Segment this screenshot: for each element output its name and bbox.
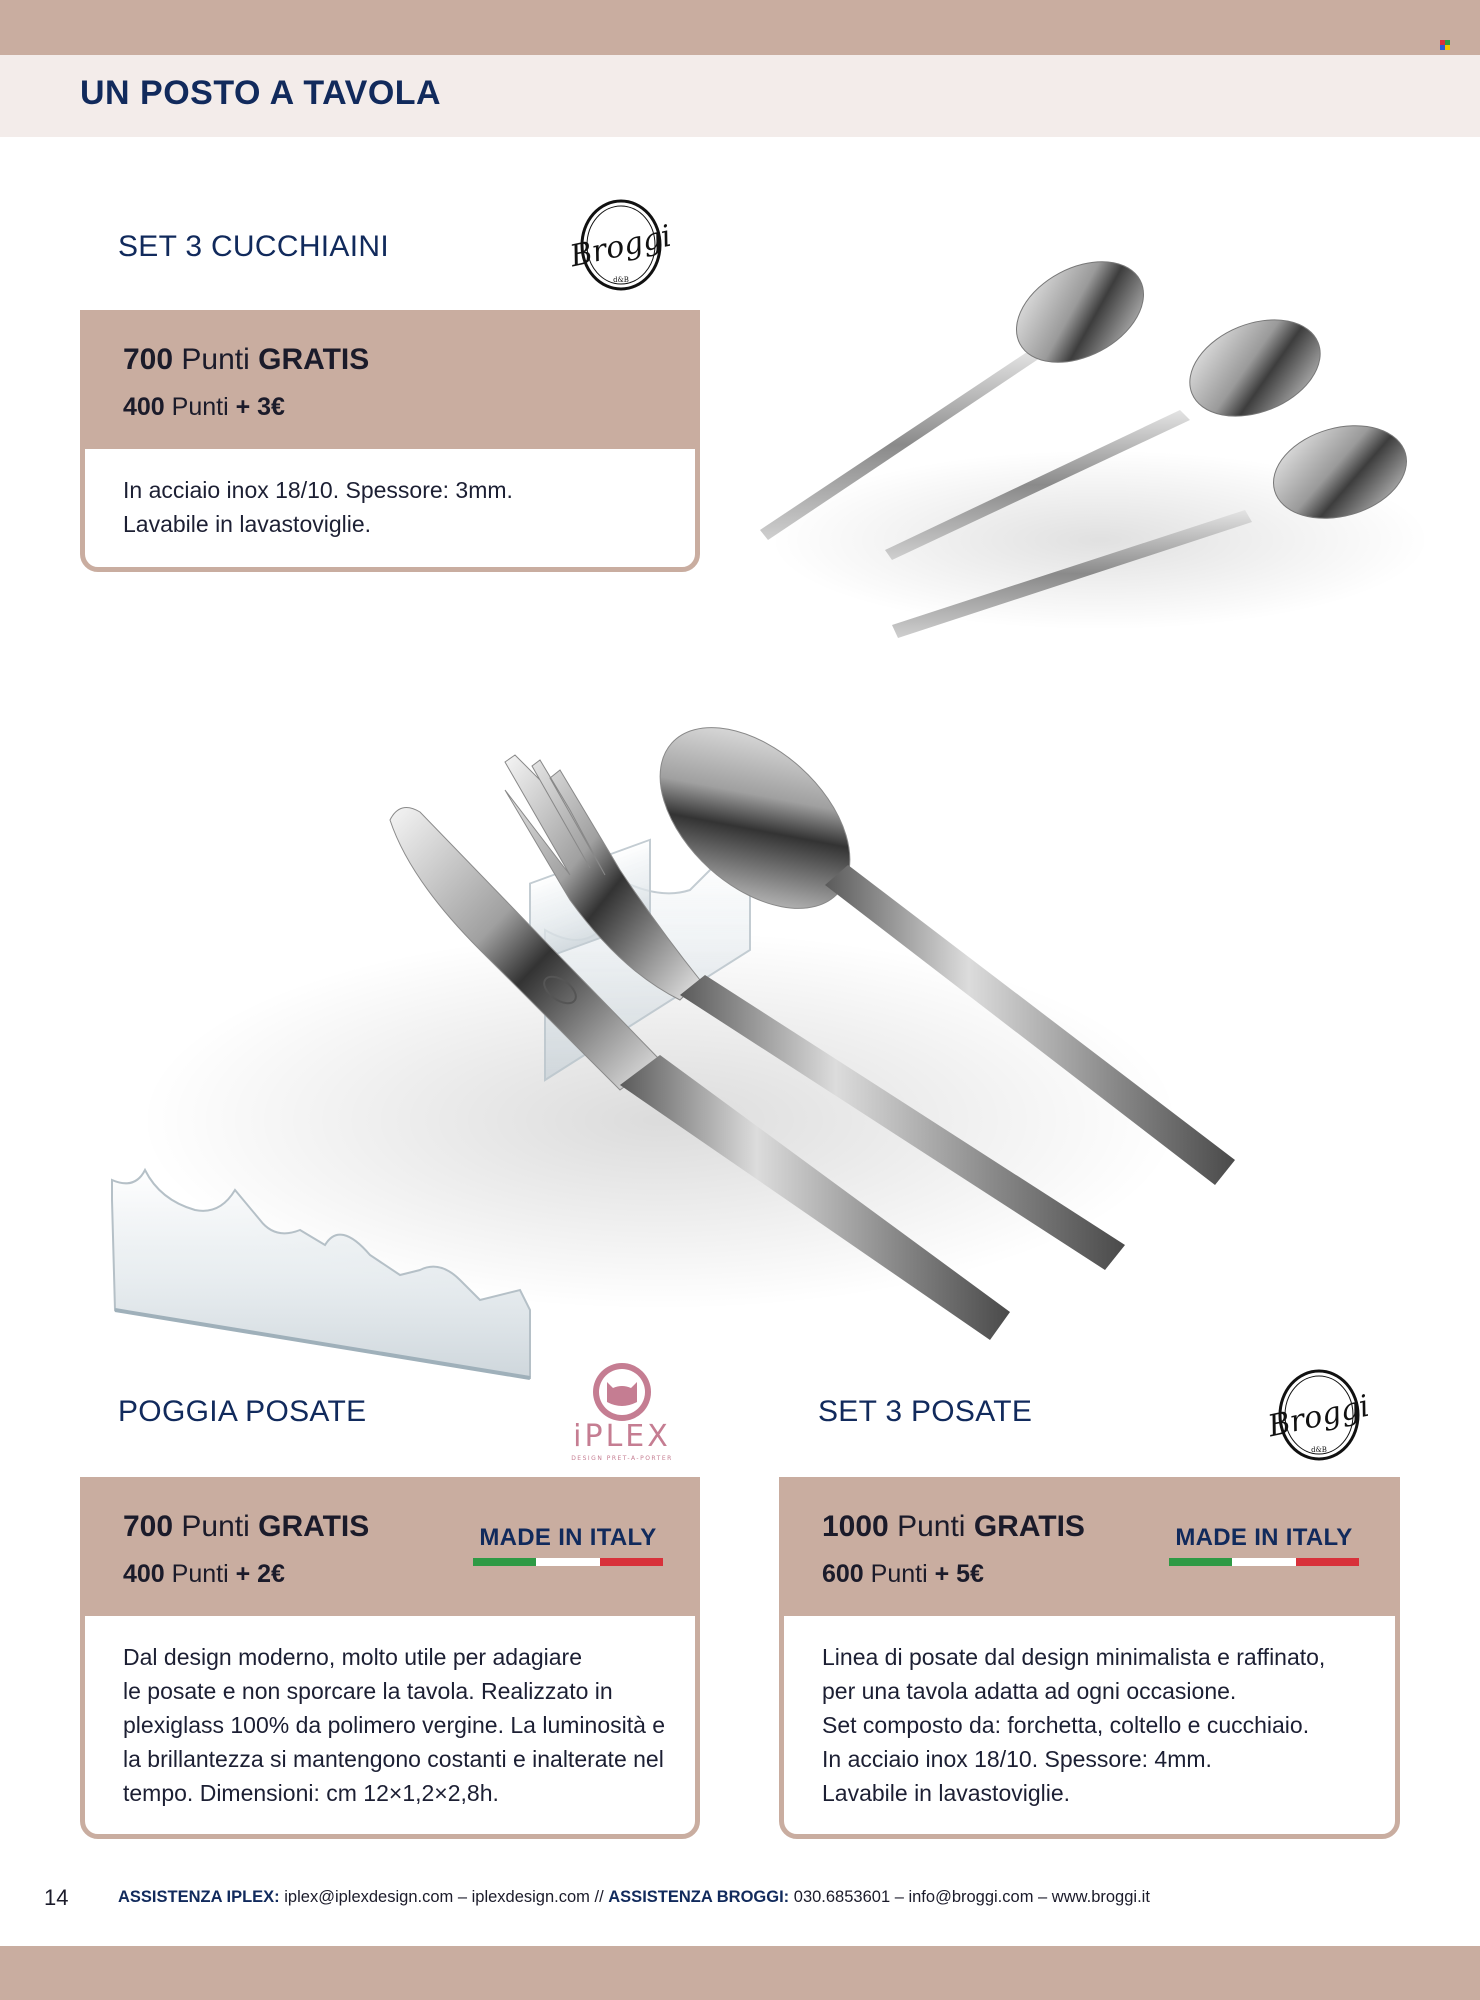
svg-text:Broggi: Broggi — [1264, 1388, 1373, 1445]
price-main: 700 Punti GRATIS — [123, 343, 370, 376]
iplex-contact-link[interactable]: iplex@iplexdesign.com – iplexdesign.com // — [284, 1888, 604, 1906]
svg-text:DESIGN PRET-A-PORTER: DESIGN PRET-A-PORTER — [571, 1455, 673, 1462]
broggi-contact-link[interactable]: 030.6853601 – info@broggi.com – www.broggi.it — [793, 1888, 1150, 1906]
made-in-italy-badge: MADE IN ITALY — [1169, 1524, 1359, 1570]
made-in-italy-badge: MADE IN ITALY — [473, 1524, 663, 1570]
page-number: 14 — [44, 1885, 69, 1910]
footer-contacts: ASSISTENZA IPLEX: iplex@iplexdesign.com – iplexdesign.com // ASSISTENZA BROGGI: 030.6853601 – info@broggi.com – www.broggi.it — [118, 1888, 1150, 1906]
svg-text:d&B: d&B — [1311, 1446, 1327, 1454]
broggi-logo — [1264, 1368, 1373, 1464]
price-sub: 600 Punti + 5€ — [822, 1560, 984, 1588]
page-title: UN POSTO A TAVOLA — [80, 74, 442, 112]
italy-flag-icon — [473, 1558, 663, 1566]
price-sub: 400 Punti + 2€ — [123, 1560, 285, 1588]
iplex-logo — [560, 1360, 685, 1465]
price-main: 700 Punti GRATIS — [123, 1510, 370, 1543]
price-main: 1000 Punti GRATIS — [822, 1510, 1085, 1543]
teaspoons-image — [740, 240, 1440, 660]
broggi-logo — [566, 198, 675, 294]
svg-text:iPLEX: iPLEX — [573, 1419, 671, 1454]
svg-text:Broggi: Broggi — [566, 218, 675, 275]
product-title-posate: SET 3 POSATE — [818, 1395, 1033, 1428]
product-card-poggia — [80, 1477, 700, 1839]
price-header — [784, 1482, 1395, 1616]
product-description: Linea di posate dal design minimalista e raffinato, per una tavola adatta ad ogni occasione. Set composto da: forchetta, coltello e cucchiaio. In acciaio inox 18/10. Spessore: 4mm. Lavabile in lavastoviglie. — [822, 1644, 1326, 1806]
product-title-poggia: POGGIA POSATE — [118, 1395, 367, 1428]
corner-color-mark — [1440, 40, 1450, 50]
price-sub: 400 Punti + 3€ — [123, 393, 285, 421]
cutlery-set-image — [100, 700, 1260, 1380]
product-description: Dal design moderno, molto utile per adagiare le posate e non sporcare la tavola. Realizzato in plexiglass 100% da polimero vergine. La luminosità e la brillantezza si mantengono costanti e inalterate nel tempo. Dimensioni: cm 12×1,2×2,8h. — [123, 1644, 666, 1806]
product-card-cucchiaini — [80, 310, 700, 572]
top-band — [0, 0, 1480, 55]
product-card-posate — [779, 1477, 1400, 1839]
svg-text:d&B: d&B — [613, 276, 629, 284]
price-header — [85, 1482, 695, 1616]
italy-flag-icon — [1169, 1558, 1359, 1566]
product-description: In acciaio inox 18/10. Spessore: 3mm. Lavabile in lavastoviglie. — [123, 477, 513, 537]
product-title-cucchiaini: SET 3 CUCCHIAINI — [118, 230, 389, 263]
bottom-band — [0, 1946, 1480, 2000]
price-header — [85, 315, 695, 449]
